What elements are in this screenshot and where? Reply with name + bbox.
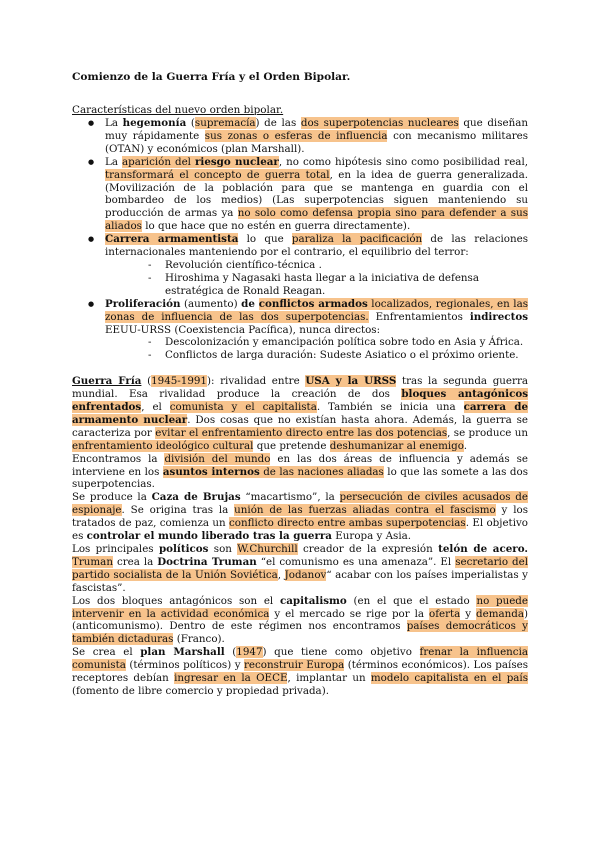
text-run: (términos políticos) y [125, 659, 244, 672]
bold-term: Caza de Brujas [151, 491, 241, 504]
text-run: , en la idea de guerra generalizada. (Movilización de la población para que se mantenga en guardia con el bombardeo de los medios) (Las superpotencias siguen manteniendo su producción de armas ya [105, 168, 529, 220]
highlight: enfrentamiento ideológico cultural [72, 439, 254, 452]
text-run: . El objetivo es [72, 517, 529, 543]
text-run: , implantar un [287, 672, 371, 685]
text-run: EEUU-URSS (Coexistencia Pacífica), nunca directos: [105, 323, 381, 336]
highlight: deshumanizar al enemigo [329, 439, 464, 452]
text-run: , se produce un [447, 426, 528, 439]
highlight: no solo como defensa propia sino para defender a sus aliados [105, 207, 529, 233]
highlight: demanda [476, 607, 524, 620]
text-run: , no como hipótesis sino como posibilidad real, [278, 155, 529, 168]
text-run: (términos económicos). Los países receptores debían [72, 659, 528, 685]
bold-term: Doctrina Truman [157, 555, 257, 568]
text-run: Enfrentamientos [368, 310, 470, 323]
text-run: que pretende [253, 439, 330, 452]
highlight-bold: Carrera armamentista [105, 233, 239, 246]
highlight: de las naciones aliadas [259, 465, 384, 478]
highlight: aparición del [122, 155, 195, 168]
highlight: 1947 [236, 646, 263, 659]
text-run: ) (anticomunismo). Dentro de este régimen nos encontramos [72, 607, 528, 633]
text-run: en las dos áreas de influencia y además se interviene en los [72, 452, 529, 478]
highlight: dos superpotencias nucleares [300, 117, 459, 129]
text-run: ( [186, 117, 195, 129]
bold-term: indirectos [469, 310, 528, 323]
sub-list [105, 336, 528, 362]
text-run: Los principales [72, 543, 159, 555]
sub-item: - Revolución científico-técnica . [165, 259, 528, 272]
paragraph-division [72, 453, 528, 492]
highlight: Truman [72, 555, 113, 568]
highlight: conflicto directo entre ambas superpotencias [228, 517, 466, 530]
paragraph-witch-hunt [72, 491, 528, 543]
text-run: lo que hace que no estén en guerra directamente). [141, 220, 411, 233]
highlight: supremacía [194, 117, 256, 129]
text-run: . [463, 439, 468, 452]
text-run: Encontramos la [72, 452, 165, 465]
highlight: unión de las fuerzas aliadas contra el fascismo [234, 504, 496, 517]
text-run: lo que [238, 233, 292, 246]
bullet-nuclear-risk [105, 156, 528, 233]
highlight: modelo capitalista en el país [370, 672, 528, 685]
text-run: . Dos cosas que no existían hasta ahora. Además, la guerra se caracteriza por [72, 413, 529, 439]
bold-term: de [241, 297, 259, 310]
text-run: Los dos bloques antagónicos son el [72, 594, 280, 607]
text-run: y el mercado se rige por la [269, 607, 429, 620]
text-run: ( [224, 646, 237, 659]
highlight-bold: conflictos armados [258, 297, 368, 310]
sub-item: - Conflictos de larga duración: Sudeste Asiatico o el próximo oriente. [165, 349, 528, 362]
text-run: Europa y Asia. [331, 530, 412, 543]
highlight: frenar la influencia comunista [72, 646, 528, 672]
text-run: de las relaciones internacionales manteniendo por el contrario, el equilibrio del terror: [105, 233, 528, 259]
bold-term: hegemonía [122, 117, 187, 129]
bold-term: Proliferación [105, 297, 181, 310]
text-run: . También se inicia una [316, 401, 464, 414]
highlight-bold: carrera de armamento nuclear [72, 401, 528, 426]
text-run: creador de la expresión [297, 543, 439, 555]
highlight-bold: USA y la URSS [305, 375, 397, 388]
section-heading: Características del nuevo orden bipolar. [72, 104, 284, 116]
text-run: (fomento de libre comercio y propiedad privada). [72, 684, 329, 697]
highlight: reconstruir Europa [243, 659, 345, 672]
text-run: ) de las [255, 117, 301, 129]
highlight: 1945-1991 [151, 375, 207, 388]
highlight-bold: riesgo nuclear [194, 155, 279, 168]
text-run: que diseñan muy rápidamente [105, 117, 529, 142]
text-run: crea la [112, 555, 158, 568]
bold-term: telón de acero. [438, 543, 528, 555]
text-run: y [460, 607, 477, 620]
bold-term: Guerra Fría [72, 375, 142, 388]
text-run: (aumento) [180, 297, 242, 310]
highlight: evitar el enfrentamiento directo entre las dos potencias [155, 426, 448, 439]
highlight: sus zonas o esferas de influencia [204, 129, 388, 142]
highlight: W.Churchill [237, 543, 298, 555]
text-run: . Se origina tras la [121, 504, 235, 517]
bold-term: capitalismo [279, 594, 347, 607]
highlight: transformará el concepto de guerra total [105, 168, 330, 181]
text-run: ( [141, 375, 152, 388]
highlight: países democráticos y también dictaduras [72, 620, 528, 646]
characteristics-list [72, 117, 528, 362]
text-run: Se produce la [72, 491, 152, 504]
text-run: Se crea el [72, 646, 141, 659]
highlight: secretario del partido socialista de la Unión Soviética [72, 555, 528, 581]
highlight: no puede intervenir en la actividad económica [72, 594, 528, 620]
paragraph-cold-war [72, 375, 528, 452]
text-run: “ acabar con los países imperialistas y fascistas”. [72, 568, 528, 594]
bullet-arms-race [105, 233, 528, 298]
document-title: Comienzo de la Guerra Fría y el Orden Bipolar. [72, 71, 351, 83]
text-run: ): rivalidad entre [206, 375, 306, 388]
highlight-bold: asuntos internos [162, 465, 260, 478]
text-run: son [208, 543, 238, 555]
text-run: y los tratados de paz, comienza un [72, 504, 528, 530]
paragraph-marshall-plan [72, 646, 528, 698]
highlight: división del mundo [164, 452, 271, 465]
text-run: (Franco). [173, 633, 225, 646]
highlight: persecución de civiles acusados de espionaje [72, 491, 528, 517]
text-run: (en el que el estado [346, 594, 477, 607]
highlight-bold: bloques antagónicos enfrentados [72, 388, 529, 414]
bold-term: plan Marshall [140, 646, 225, 659]
text-run: “macartismo”, la [240, 491, 340, 504]
text-run: La [105, 155, 122, 168]
sub-item: - Hiroshima y Nagasaki hasta llegar a la iniciativa de defensa estratégica de Ronald Reagan. [165, 272, 528, 298]
highlight: Jodanov [284, 568, 327, 581]
paragraph-politicians [72, 543, 528, 595]
text-run: La [105, 117, 123, 129]
text-run: , el [141, 401, 170, 414]
text-run: ) que tiene como objetivo [262, 646, 420, 659]
highlight: localizados, regionales, en las zonas de influencia de las dos superpotencias. [105, 297, 528, 323]
highlight: oferta [429, 607, 461, 620]
highlight: ingresar en la OECE [174, 672, 288, 685]
highlight: paraliza la pacificación [291, 233, 423, 246]
text-run: , [277, 568, 285, 581]
paragraph-blocs [72, 595, 528, 647]
bullet-proliferation [105, 298, 528, 363]
bold-term: políticos [158, 543, 209, 555]
sub-item: - Descolonización y emancipación política sobre todo en Asia y África. [165, 336, 528, 349]
bold-term: controlar el mundo liberado tras la guerra [86, 530, 332, 543]
text-run: con mecanismo militares (OTAN) y económicos (plan Marshall). [105, 129, 529, 155]
spacer [72, 362, 528, 375]
text-run: tras la segunda guerra mundial. Esa rivalidad produce la creación de dos [72, 375, 529, 401]
sub-list [105, 259, 528, 298]
highlight: comunista y el capitalista [169, 401, 317, 414]
text-run: “el comunismo es una amenaza”. El [256, 555, 456, 568]
bullet-hegemony [105, 117, 528, 156]
text-run: lo que las somete a las dos superpotencias. [72, 465, 528, 491]
